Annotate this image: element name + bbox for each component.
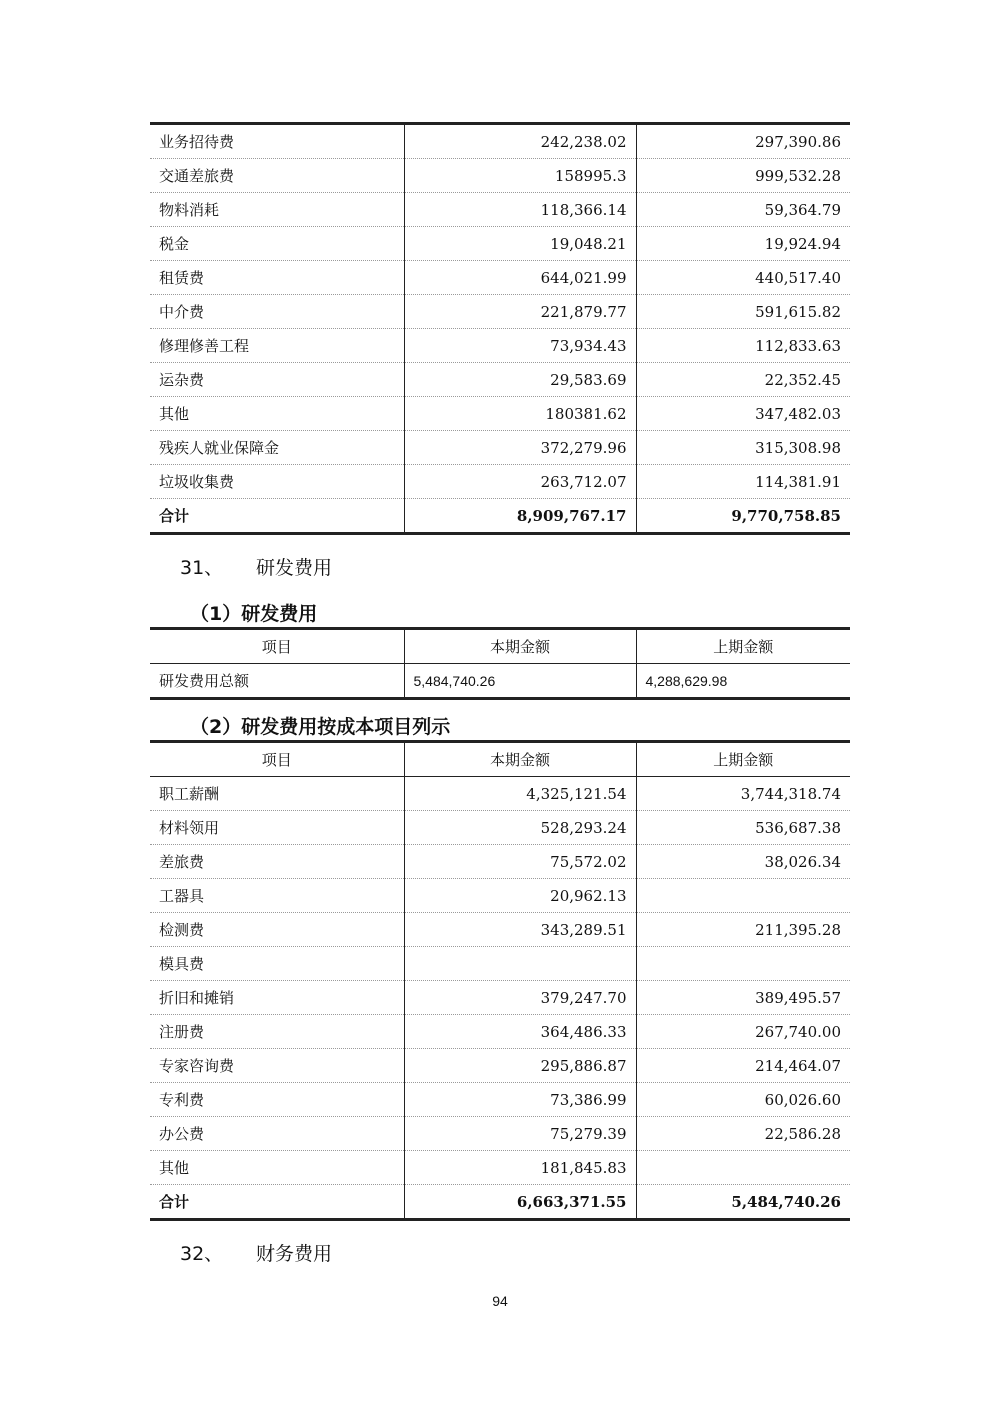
rd-total-heading: （1）研发费用 — [190, 603, 318, 625]
item-cell: 差旅费 — [150, 845, 404, 879]
current-amount-cell: 73,934.43 — [404, 329, 636, 363]
section-number: 32、 — [180, 1243, 224, 1265]
prior-amount-cell — [636, 947, 850, 981]
header-current: 本期金额 — [404, 742, 636, 777]
current-amount-cell: 19,048.21 — [404, 227, 636, 261]
prior-amount-cell: 297,390.86 — [636, 124, 850, 159]
current-amount-cell: 4,325,121.54 — [404, 777, 636, 811]
table-row — [150, 465, 850, 499]
prior-amount-cell: 211,395.28 — [636, 913, 850, 947]
header-item: 项目 — [150, 742, 404, 777]
prior-amount-cell: 536,687.38 — [636, 811, 850, 845]
table-row — [150, 363, 850, 397]
prior-amount-cell: 4,288,629.98 — [636, 664, 850, 699]
prior-amount-cell — [636, 1151, 850, 1185]
current-amount-cell: 379,247.70 — [404, 981, 636, 1015]
header-current: 本期金额 — [404, 629, 636, 664]
header-prior: 上期金额 — [636, 742, 850, 777]
total-row — [150, 499, 850, 534]
current-amount-cell: 263,712.07 — [404, 465, 636, 499]
total-row — [150, 1185, 850, 1220]
current-amount-cell — [404, 947, 636, 981]
table-row — [150, 261, 850, 295]
table-row — [150, 1015, 850, 1049]
item-cell: 专利费 — [150, 1083, 404, 1117]
prior-amount-cell: 60,026.60 — [636, 1083, 850, 1117]
section-title: 研发费用 — [256, 557, 333, 579]
rd-breakdown-table — [150, 740, 850, 1221]
current-amount-cell: 75,572.02 — [404, 845, 636, 879]
rd-total-table — [150, 627, 850, 700]
table-row — [150, 811, 850, 845]
prior-amount-cell: 389,495.57 — [636, 981, 850, 1015]
item-cell: 专家咨询费 — [150, 1049, 404, 1083]
prior-amount-cell: 267,740.00 — [636, 1015, 850, 1049]
total-label: 合计 — [150, 499, 404, 534]
prior-amount-cell: 999,532.28 — [636, 159, 850, 193]
prior-amount-cell: 22,586.28 — [636, 1117, 850, 1151]
item-cell: 其他 — [150, 397, 404, 431]
prior-amount-cell: 112,833.63 — [636, 329, 850, 363]
current-amount-cell: 20,962.13 — [404, 879, 636, 913]
item-cell: 研发费用总额 — [150, 664, 404, 699]
prior-amount-cell: 38,026.34 — [636, 845, 850, 879]
current-amount-cell: 528,293.24 — [404, 811, 636, 845]
total-current: 8,909,767.17 — [404, 499, 636, 534]
table-row — [150, 295, 850, 329]
header-item: 项目 — [150, 629, 404, 664]
prior-amount-cell: 347,482.03 — [636, 397, 850, 431]
item-cell: 物料消耗 — [150, 193, 404, 227]
prior-amount-cell: 591,615.82 — [636, 295, 850, 329]
header-prior: 上期金额 — [636, 629, 850, 664]
current-amount-cell: 75,279.39 — [404, 1117, 636, 1151]
total-prior: 5,484,740.26 — [636, 1185, 850, 1220]
table-row — [150, 227, 850, 261]
table-row — [150, 193, 850, 227]
current-amount-cell: 181,845.83 — [404, 1151, 636, 1185]
current-amount-cell: 5,484,740.26 — [404, 664, 636, 699]
current-amount-cell: 73,386.99 — [404, 1083, 636, 1117]
page-number: 94 — [492, 1293, 508, 1309]
item-cell: 业务招待费 — [150, 124, 404, 159]
current-amount-cell: 295,886.87 — [404, 1049, 636, 1083]
prior-amount-cell: 19,924.94 — [636, 227, 850, 261]
table-row — [150, 913, 850, 947]
item-cell: 检测费 — [150, 913, 404, 947]
prior-amount-cell — [636, 879, 850, 913]
table-row — [150, 1083, 850, 1117]
table-row — [150, 777, 850, 811]
item-cell: 交通差旅费 — [150, 159, 404, 193]
item-cell: 税金 — [150, 227, 404, 261]
table-row — [150, 879, 850, 913]
current-amount-cell: 118,366.14 — [404, 193, 636, 227]
prior-amount-cell: 214,464.07 — [636, 1049, 850, 1083]
prior-amount-cell: 315,308.98 — [636, 431, 850, 465]
rd-breakdown-body — [150, 777, 850, 1185]
section-number: 31、 — [180, 557, 224, 579]
current-amount-cell: 180381.62 — [404, 397, 636, 431]
table-row — [150, 431, 850, 465]
item-cell: 工器具 — [150, 879, 404, 913]
item-cell: 注册费 — [150, 1015, 404, 1049]
table-row — [150, 1151, 850, 1185]
table-row — [150, 664, 850, 699]
total-prior: 9,770,758.85 — [636, 499, 850, 534]
item-cell: 残疾人就业保障金 — [150, 431, 404, 465]
prior-amount-cell: 440,517.40 — [636, 261, 850, 295]
table-row — [150, 159, 850, 193]
table-row — [150, 124, 850, 159]
item-cell: 折旧和摊销 — [150, 981, 404, 1015]
current-amount-cell: 29,583.69 — [404, 363, 636, 397]
expense-table — [150, 122, 850, 535]
current-amount-cell: 644,021.99 — [404, 261, 636, 295]
item-cell: 办公费 — [150, 1117, 404, 1151]
item-cell: 中介费 — [150, 295, 404, 329]
current-amount-cell: 372,279.96 — [404, 431, 636, 465]
item-cell: 其他 — [150, 1151, 404, 1185]
current-amount-cell: 242,238.02 — [404, 124, 636, 159]
table-row — [150, 397, 850, 431]
item-cell: 垃圾收集费 — [150, 465, 404, 499]
total-current: 6,663,371.55 — [404, 1185, 636, 1220]
header-row — [150, 742, 850, 777]
table-row — [150, 845, 850, 879]
item-cell: 修理修善工程 — [150, 329, 404, 363]
table-row — [150, 981, 850, 1015]
item-cell: 职工薪酬 — [150, 777, 404, 811]
section-32-heading — [180, 1239, 333, 1266]
table-row — [150, 1049, 850, 1083]
prior-amount-cell: 22,352.45 — [636, 363, 850, 397]
expense-table-body — [150, 124, 850, 499]
current-amount-cell: 221,879.77 — [404, 295, 636, 329]
section-31-heading — [180, 553, 333, 580]
current-amount-cell: 343,289.51 — [404, 913, 636, 947]
total-label: 合计 — [150, 1185, 404, 1220]
rd-breakdown-heading: （2）研发费用按成本项目列示 — [190, 716, 451, 738]
item-cell: 模具费 — [150, 947, 404, 981]
header-row — [150, 629, 850, 664]
prior-amount-cell: 3,744,318.74 — [636, 777, 850, 811]
prior-amount-cell: 59,364.79 — [636, 193, 850, 227]
item-cell: 运杂费 — [150, 363, 404, 397]
table-row — [150, 1117, 850, 1151]
prior-amount-cell: 114,381.91 — [636, 465, 850, 499]
current-amount-cell: 364,486.33 — [404, 1015, 636, 1049]
table-row — [150, 947, 850, 981]
item-cell: 材料领用 — [150, 811, 404, 845]
table-row — [150, 329, 850, 363]
item-cell: 租赁费 — [150, 261, 404, 295]
section-title: 财务费用 — [256, 1243, 333, 1265]
current-amount-cell: 158995.3 — [404, 159, 636, 193]
